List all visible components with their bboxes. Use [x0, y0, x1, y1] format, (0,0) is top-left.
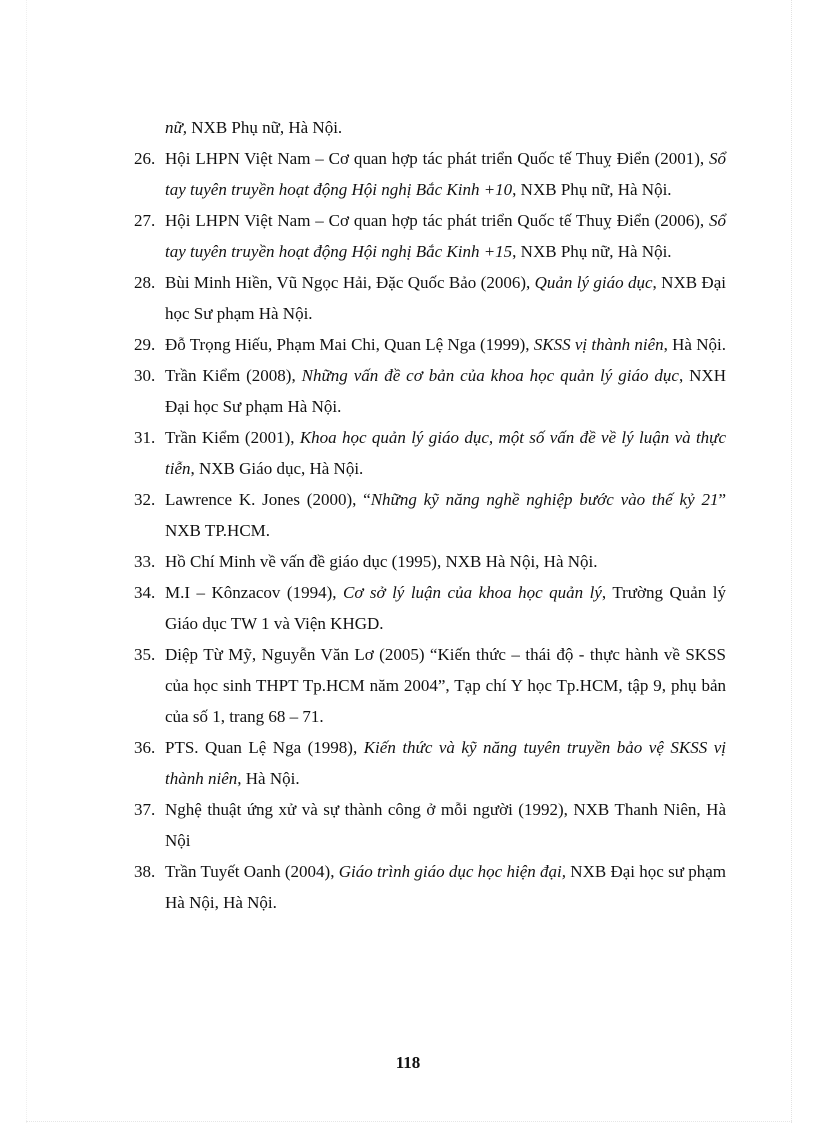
reference-text — [165, 360, 726, 422]
reference-number: 34. — [134, 583, 156, 602]
reference-text — [165, 143, 726, 205]
reference-segment: Đỗ Trọng Hiếu, Phạm Mai Chi, Quan Lệ Nga (1999), — [165, 335, 534, 354]
reference-title: Sổ tay tuyên truyền hoạt động Hội nghị Bắc Kinh +15 — [165, 211, 726, 261]
reference-number: 31. — [134, 428, 156, 447]
reference-number: 32. — [134, 490, 156, 509]
reference-text — [165, 422, 726, 484]
reference-item — [134, 732, 726, 794]
reference-number: 35. — [134, 645, 156, 664]
reference-item — [134, 267, 726, 329]
reference-title: nữ, — [165, 118, 188, 137]
reference-segment: , Hà Nội. — [237, 769, 300, 788]
reference-title: Cơ sở lý luận của khoa học quản lý — [342, 583, 602, 602]
reference-number: 38. — [134, 862, 156, 881]
reference-item — [134, 546, 726, 577]
reference-text — [165, 546, 726, 577]
reference-segment: M.I – Kônzacov (1994), — [165, 583, 343, 602]
reference-number: 36. — [134, 738, 156, 757]
reference-segment: Hội LHPN Việt Nam – Cơ quan hợp tác phát triển Quốc tế Thuỵ Điển (2006), — [165, 211, 709, 230]
reference-item — [134, 856, 726, 918]
reference-segment: Hội LHPN Việt Nam – Cơ quan hợp tác phát triển Quốc tế Thuỵ Điển (2001), — [165, 149, 709, 168]
reference-text — [165, 856, 726, 918]
reference-text — [165, 577, 726, 639]
reference-text — [165, 205, 726, 267]
reference-segment: Lawrence K. Jones (2000), “ — [165, 490, 371, 509]
reference-item — [134, 329, 726, 360]
reference-segment: PTS. Quan Lệ Nga (1998), — [165, 738, 364, 757]
reference-title: Những vấn đề cơ bản của khoa học quản lý giáo dục — [301, 366, 679, 385]
reference-item — [134, 205, 726, 267]
reference-item — [134, 794, 726, 856]
reference-item — [134, 639, 726, 732]
reference-number: 33. — [134, 552, 156, 571]
reference-title: Sổ tay tuyên truyền hoạt động Hội nghị Bắc Kinh +10 — [165, 149, 726, 199]
page-bottom-rule — [26, 1121, 792, 1122]
reference-segment: Bùi Minh Hiền, Vũ Ngọc Hải, Đặc Quốc Bảo (2006), — [165, 273, 535, 292]
reference-segment: ” NXB TP.HCM. — [165, 490, 726, 540]
reference-segment: , NXB Đại học Sư phạm Hà Nội. — [165, 273, 726, 323]
reference-text — [165, 732, 726, 794]
reference-segment: NXB Đại học sư phạm Hà Nội, Hà Nội. — [165, 862, 726, 912]
reference-number: 26. — [134, 149, 156, 168]
reference-title: Khoa học quản lý giáo dục, một số vấn đề về lý luận và thực tiễn — [165, 428, 726, 478]
reference-item — [134, 577, 726, 639]
reference-text — [165, 329, 726, 360]
reference-segment: , Hà Nội. — [663, 335, 726, 354]
reference-list — [134, 112, 726, 918]
reference-segment: , NXH Đại học Sư phạm Hà Nội. — [165, 366, 726, 416]
reference-segment: , Trường Quản lý Giáo dục TW 1 và Viện KHGD. — [165, 583, 727, 633]
reference-segment: NXB Phụ nữ, Hà Nội. — [187, 118, 343, 137]
reference-segment: , NXB Phụ nữ, Hà Nội. — [512, 180, 672, 199]
reference-text — [165, 112, 726, 143]
reference-segment: Hồ Chí Minh về vấn đề giáo dục (1995), NXB Hà Nội, Hà Nội. — [165, 552, 598, 571]
reference-segment: , NXB Phụ nữ, Hà Nội. — [512, 242, 672, 261]
reference-title: SKSS vị thành niên — [533, 335, 664, 354]
reference-number: 37. — [134, 800, 156, 819]
reference-text — [165, 267, 726, 329]
reference-title: Những kỹ năng nghề nghiệp bước vào thế kỷ 21 — [370, 490, 719, 509]
reference-item — [134, 422, 726, 484]
reference-text — [165, 639, 726, 732]
reference-title: Giáo trình giáo dục học hiện đại, — [338, 862, 567, 881]
reference-text — [165, 794, 726, 856]
reference-number: 27. — [134, 211, 156, 230]
reference-text — [165, 484, 726, 546]
reference-segment: , NXB Giáo dục, Hà Nội. — [190, 459, 364, 478]
reference-number: 29. — [134, 335, 156, 354]
reference-segment: Diệp Từ Mỹ, Nguyễn Văn Lơ (2005) “Kiến thức – thái độ - thực hành về SKSS của học sinh THPT Tp.HCM năm 2004”, Tạp chí Y học Tp.HCM, tập 9, phụ bản của số 1, trang 68 – 71. — [165, 645, 726, 726]
reference-item — [134, 484, 726, 546]
reference-segment: Trần Kiểm (2001), — [165, 428, 300, 447]
page-number: 118 — [395, 1053, 421, 1072]
reference-segment: Trần Kiểm (2008), — [165, 366, 302, 385]
reference-segment: Nghệ thuật ứng xử và sự thành công ở mỗi người (1992), NXB Thanh Niên, Hà Nội — [165, 800, 726, 850]
reference-item — [134, 143, 726, 205]
reference-item — [134, 112, 726, 143]
reference-title: Quản lý giáo dục — [534, 273, 653, 292]
reference-segment: Trần Tuyết Oanh (2004), — [165, 862, 339, 881]
reference-item — [134, 360, 726, 422]
reference-number: 30. — [134, 366, 156, 385]
reference-number: 28. — [134, 273, 156, 292]
reference-title: Kiến thức và kỹ năng tuyên truyền bảo vệ SKSS vị thành niên — [165, 738, 726, 788]
